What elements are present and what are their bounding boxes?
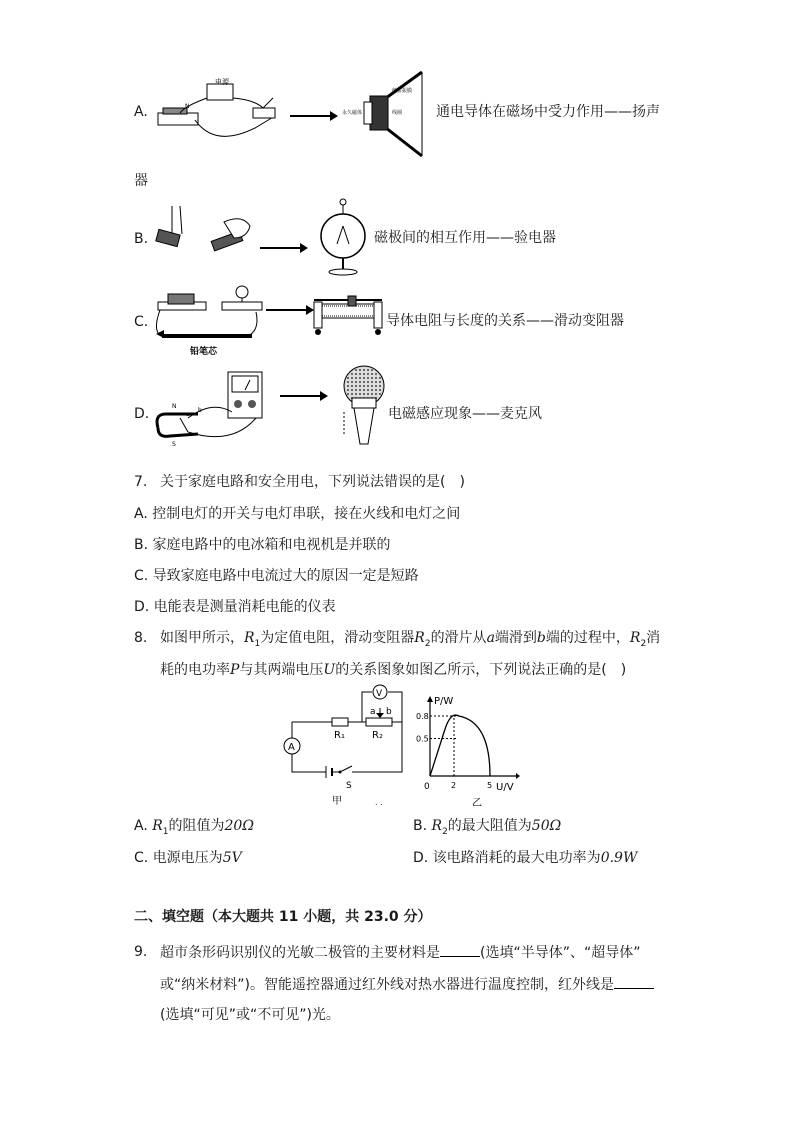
q8-dot: . . [375,798,383,807]
power-curve [430,715,490,776]
speaker-figure [340,68,432,160]
svg-text:N: N [185,103,190,110]
option-c-figure [152,280,268,360]
option-a-wrap: 器 [134,173,148,189]
option-a-letter: A. [134,104,148,120]
electroscope-figure [318,198,368,276]
q7-option-d: D. 电能表是测量消耗电能的仪表 [134,599,336,615]
option-b-text: 磁极间的相互作用——验电器 [374,230,556,246]
q9-blank-2[interactable] [614,974,654,989]
option-b-figure [152,204,252,256]
y-tick-label-0: 0.8 [416,712,429,721]
svg-text:S: S [172,441,176,446]
arrow-b [260,242,308,254]
section-title: 二、填空题（本大题共 11 小题，共 23.0 分） [134,909,432,925]
rheostat-figure [312,294,384,338]
svg-text:a: a [186,411,190,418]
q7-stem: 关于家庭电路和安全用电，下列说法错误的是( ) [160,474,465,490]
q8-number: 8. [134,630,148,646]
option-d-figure [152,370,268,446]
q8-line1: 如图甲所示，$R_1$为定值电阻，滑动变阻器$R_2$的滑片从a端滑到b端的过程中，$R_2$消 [160,630,661,649]
q8-option-a: A. $R_1$的阻值为20Ω [134,818,254,837]
pencil-lead-label: 铅笔芯 [190,347,218,357]
r1-label: R₁ [334,730,345,741]
graph-origin: 0 [424,782,430,792]
switch-label: S [346,781,352,791]
svg-text:a: a [370,707,376,717]
option-c-text: 导体电阻与长度的关系——滑动变阻器 [386,313,624,329]
q7-option-a: A. 控制电灯的开关与电灯串联，接在火线和电灯之间 [134,506,461,522]
y-tick-label-1: 0.5 [416,734,429,744]
x-tick-label-1: 5 [487,781,493,790]
svg-text:b: b [198,407,202,414]
svg-text:线圈: 线圈 [392,110,403,116]
q8-line2: 耗的电功率P与其两端电压U的关系图象如图乙所示，下列说法正确的是( ) [160,662,627,678]
svg-text:b: b [386,707,392,717]
voltmeter-label: V [376,689,383,699]
svg-text:永久磁体: 永久磁体 [342,110,363,116]
option-a-text: 通电导体在磁场中受力作用——扬声 [436,104,660,120]
svg-text:纸盆振膜: 纸盆振膜 [392,88,413,94]
q9-blank-1[interactable] [440,942,480,957]
power-voltage-graph [416,694,520,806]
circuit-caption: 甲 [332,796,342,806]
arrow-a [290,110,338,122]
q8-option-c: C. 电源电压为5V [134,850,242,866]
graph-caption: 乙 [472,798,482,806]
x-tick-label-0: 2 [451,781,457,790]
option-a-figure [155,78,285,148]
arrow-c [266,304,314,316]
q7-option-c: C. 导致家庭电路中电流过大的原因一定是短路 [134,568,419,584]
q8-option-d: D. 该电路消耗的最大电功率为0.9W [413,850,638,866]
battery-label: 电源 [215,78,229,86]
option-c-letter: C. [134,314,149,330]
r2-label: R₂ [372,730,383,741]
option-b-letter: B. [134,231,149,247]
ammeter-label: A [288,742,295,753]
microphone-figure [334,364,386,446]
q9-line3: (选填“可见”或“不可见”)光。 [160,1007,340,1023]
circuit-diagram [276,684,416,806]
q9-number: 9. [134,944,148,960]
graph-xlabel: U/V [496,782,514,793]
q8-option-b: B. $R_2$的最大阻值为50Ω [413,818,562,837]
q7-number: 7. [134,474,148,490]
graph-ylabel: P/W [434,696,454,707]
arrow-d [280,390,328,402]
svg-text:N: N [172,403,177,410]
option-d-letter: D. [134,406,150,422]
q9-line2: 或“纳米材料”)。智能遥控器通过红外线对热水器进行温度控制，红外线是 [160,974,654,995]
q9-line1: 超市条形码识别仪的光敏二极管的主要材料是 (选填“半导体”、“超导体” [160,942,640,963]
option-d-text: 电磁感应现象——麦克风 [388,406,542,422]
q7-option-b: B. 家庭电路中的电冰箱和电视机是并联的 [134,537,391,553]
